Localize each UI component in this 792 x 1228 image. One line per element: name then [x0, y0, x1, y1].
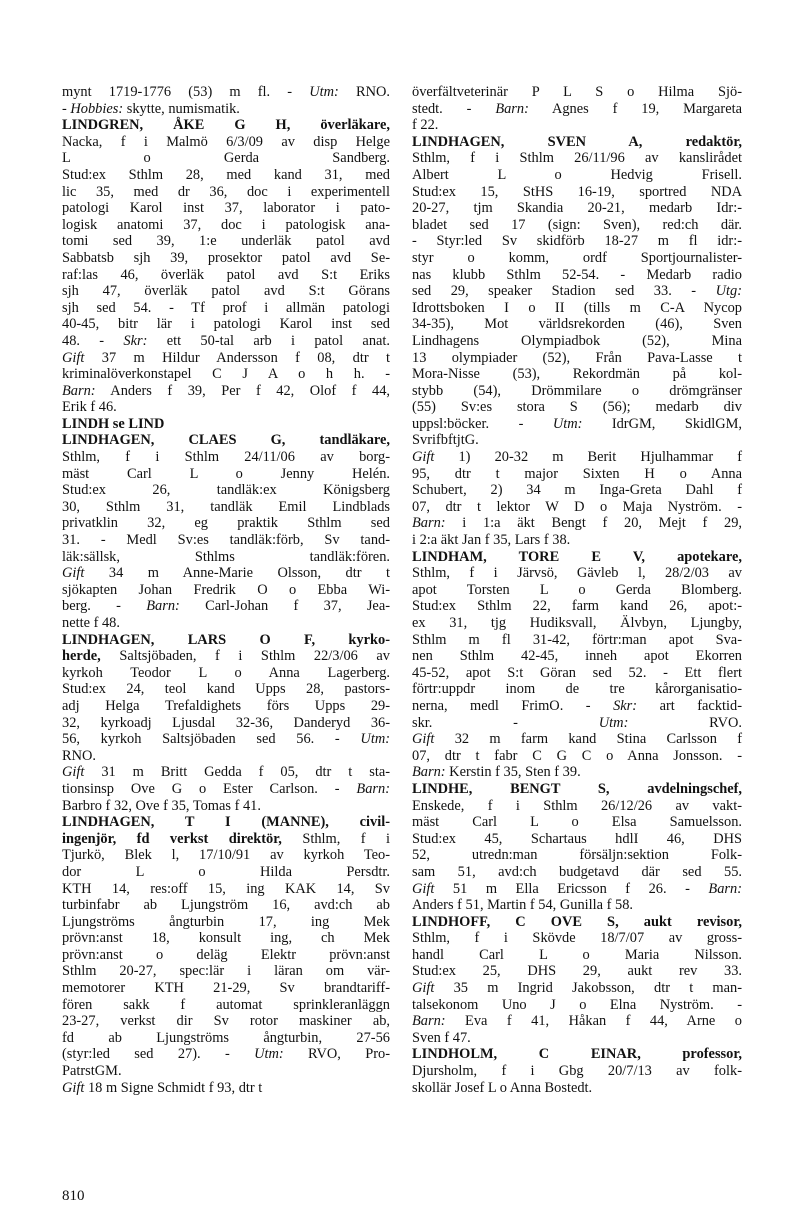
text-segment: Sthlm, f i Sthlm 26/11/96 av kanslirådet [412, 150, 742, 167]
text-line [62, 432, 390, 449]
field-label: Gift [412, 980, 435, 997]
text-line [62, 947, 390, 964]
text-segment: ett 50-tal arb i patol anat. [147, 332, 390, 349]
text-segment: tionsinsp Ove G o Ester Carlson. - [62, 780, 357, 797]
text-line [412, 632, 742, 649]
text-line [412, 798, 742, 815]
text-line [412, 980, 742, 997]
text-segment: Tjurkö, Blek l, 17/10/91 av kyrkoh Teo- [62, 847, 390, 864]
text-line [62, 134, 390, 151]
text-line [412, 648, 742, 665]
text-segment: 51 m Ella Ericsson f 26. - [434, 880, 709, 897]
text-segment: förtr:uppdr inom de tre kårorganisatio- [412, 681, 742, 698]
text-line [62, 748, 390, 765]
text-segment: i 1:a äkt Bengt f 20, Mejt f 29, [445, 515, 742, 532]
text-line [62, 681, 390, 698]
text-line [62, 184, 390, 201]
text-line [412, 814, 742, 831]
text-segment: Anders f 51, Martin f 54, Gunilla f 58. [412, 897, 634, 914]
headword: herde, [62, 648, 101, 665]
text-segment: kyrkoh Teodor L o Anna Lagerberg. [62, 664, 390, 681]
text-segment: 52, utredn:man försäljn:sektion Folk- [412, 847, 742, 864]
text-segment: dor L o Hilda Persdtr. [62, 863, 390, 880]
text-line [62, 283, 390, 300]
page-number: 810 [62, 1188, 85, 1204]
text-line [412, 881, 742, 898]
text-line [62, 1080, 390, 1097]
field-label: Gift [62, 764, 85, 781]
text-segment: 30, Sthlm 31, tandläk Emil Lindblads [62, 498, 390, 515]
text-line [62, 416, 390, 433]
text-segment: nas klubb Sthlm 52-54. - Medarb radio [412, 266, 742, 283]
text-segment: mynt 1719-1776 (53) m fl. - [62, 84, 310, 100]
text-line [62, 499, 390, 516]
text-segment: i 2:a äkt Jan f 35, Lars f 38. [412, 532, 571, 549]
text-line [412, 134, 742, 151]
text-segment: patologi Karol inst 37, laborator i pato- [62, 200, 390, 217]
text-line [412, 217, 742, 234]
text-line [62, 698, 390, 715]
text-line [62, 997, 390, 1014]
text-line [62, 300, 390, 317]
text-segment: L o Gerda Sandberg. [62, 150, 390, 167]
text-line [412, 283, 742, 300]
text-segment: Idrottsboken I o II (tills m C-A Nycop [412, 299, 742, 316]
text-line [412, 549, 742, 566]
text-line [62, 549, 390, 566]
text-segment: 18 m Signe Schmidt f 93, dtr t [84, 1079, 263, 1096]
field-label: Gift [412, 731, 435, 748]
text-line [62, 764, 390, 781]
text-line [412, 150, 742, 167]
text-segment: 48. - [62, 332, 124, 349]
text-segment: RVO. [628, 714, 742, 731]
text-segment: Carl-Johan f 37, Jea- [179, 598, 390, 615]
text-line [62, 1046, 390, 1063]
headword: LINDHAGEN, T I (MANNE), civil- [62, 814, 390, 831]
text-segment: 95, dtr t major Sixten H o Anna [412, 465, 742, 482]
text-line [412, 233, 742, 250]
headword: LINDHOFF, C OVE S, aukt revisor, [412, 913, 742, 930]
text-segment: Agnes f 19, Margareta [528, 100, 742, 117]
text-line [412, 466, 742, 483]
text-segment: IdrGM, SkidlGM, [582, 415, 742, 432]
text-segment: prövn:anst o deläg Elektr prövn:anst [62, 946, 390, 963]
text-line [62, 333, 390, 350]
text-segment: Sthlm, f i [281, 830, 390, 847]
text-segment: logisk anatomi 37, doc i patologisk ana- [62, 216, 390, 233]
text-line [62, 798, 390, 815]
text-segment: KTH 14, res:off 15, ing KAK 14, Sv [62, 880, 390, 897]
field-label: Gift [62, 1079, 85, 1096]
text-line [412, 598, 742, 615]
text-line [62, 615, 390, 632]
column-right [412, 84, 742, 1096]
text-segment: 35 m Ingrid Jakobsson, dtr t man- [434, 980, 742, 997]
field-label: Utm: [598, 714, 629, 731]
text-segment: skollär Josef L o Anna Bostedt. [412, 1079, 593, 1096]
text-line [62, 715, 390, 732]
biography-entry [412, 134, 742, 549]
text-segment: Ljungströms ångturbin 17, ing Mek [62, 913, 390, 930]
text-segment: Stud:ex 15, StHS 16-19, sportred NDA [412, 183, 742, 200]
text-segment: Schubert, 2) 34 m Inga-Greta Dahl f [412, 482, 742, 499]
text-segment: mäst Carl L o Elsa Samuelsson. [412, 814, 742, 831]
biography-entry [62, 84, 390, 117]
text-line [62, 101, 390, 118]
text-line [412, 665, 742, 682]
text-line [62, 449, 390, 466]
text-line [62, 200, 390, 217]
field-label: Barn: [412, 515, 446, 532]
text-segment: Sthlm, f i Järvsö, Gävleb l, 28/2/03 av [412, 565, 742, 582]
field-label: Skr: [613, 697, 638, 714]
text-segment: 20-27, tjm Skandia 20-21, medarb Idr:- [412, 200, 742, 217]
text-segment: apot Torsten L o Gerda Blomberg. [412, 581, 742, 598]
text-line [412, 366, 742, 383]
text-line [62, 167, 390, 184]
text-line [412, 482, 742, 499]
text-line [62, 366, 390, 383]
text-segment: privatklin 32, eg praktik Sthlm sed [62, 515, 390, 532]
text-line [62, 1030, 390, 1047]
text-segment: Sthlm 20-27, spec:lär i läran om vär- [62, 963, 390, 980]
text-line [62, 632, 390, 649]
text-segment: skr. - [412, 714, 599, 731]
text-segment: berg. - [62, 598, 147, 615]
text-line [412, 84, 742, 101]
text-line [412, 167, 742, 184]
text-segment: ex 31, tjg Hudiksvall, Älvbyn, Ljungby, [412, 615, 742, 631]
text-segment: nette f 48. [62, 615, 120, 631]
text-segment: Kerstin f 35, Sten f 39. [445, 764, 581, 781]
field-label: Barn: [62, 382, 96, 399]
text-line [412, 117, 742, 134]
field-label: Utm: [552, 415, 583, 432]
field-label: Gift [62, 565, 85, 582]
text-line [62, 565, 390, 582]
biography-entry [412, 84, 742, 134]
text-line [412, 1046, 742, 1063]
text-line [412, 1013, 742, 1030]
text-segment: f 22. [412, 117, 439, 134]
text-segment: Lindhagens Olympiadbok (52), Mina [412, 332, 742, 349]
text-segment: 32, kyrkoadj Ljusdal 32-36, Danderyd 36- [62, 714, 390, 731]
text-line [62, 515, 390, 532]
biography-entry [62, 416, 390, 433]
text-segment: Albert L o Hedvig Frisell. [412, 166, 742, 183]
text-line [62, 781, 390, 798]
text-segment: 31 m Britt Gedda f 05, dtr t sta- [84, 764, 390, 781]
text-line [412, 681, 742, 698]
text-line [62, 864, 390, 881]
field-label: Skr: [123, 332, 148, 349]
text-line [412, 333, 742, 350]
text-segment: Nacka, f i Malmö 6/3/09 av disp Helge [62, 133, 390, 150]
text-line [412, 897, 742, 914]
text-segment: Sthlm, f i Sthlm 24/11/06 av borg- [62, 449, 390, 466]
text-segment: Stud:ex Sthlm 28, med kand 31, med [62, 166, 390, 183]
text-line [62, 1063, 390, 1080]
text-segment: Eva f 41, Håkan f 44, Arne o [445, 1013, 742, 1030]
biography-entry [412, 1046, 742, 1096]
text-line [412, 300, 742, 317]
text-line [62, 233, 390, 250]
text-line [412, 1063, 742, 1080]
text-line [412, 184, 742, 201]
text-line [412, 532, 742, 549]
text-line [412, 416, 742, 433]
text-segment: sed 29, speaker Stadion sed 33. - [412, 283, 716, 300]
field-label: Gift [412, 449, 435, 466]
text-segment: Stud:ex Sthlm 22, farm kand 26, apot:- [412, 598, 742, 615]
text-segment: RVO, Pro- [283, 1046, 390, 1063]
text-line [62, 267, 390, 284]
biography-entry [62, 814, 390, 1096]
text-line [62, 117, 390, 134]
text-segment: Djursholm, f i Gbg 20/7/13 av folk- [412, 1063, 742, 1080]
text-segment: läk:sällsk, Sthlms tandläk:fören. [62, 548, 390, 565]
text-segment: sjh 47, överläk patol avd S:t Görans [62, 283, 390, 300]
text-segment: adj Helga Trefaldighets förs Upps 29- [62, 697, 390, 714]
text-line [412, 316, 742, 333]
text-line [62, 466, 390, 483]
text-line [412, 947, 742, 964]
text-segment: 34 m Anne-Marie Olsson, dtr t [84, 565, 390, 582]
text-segment: turbinfabr ab Ljungström 16, avd:ch ab [62, 897, 390, 914]
text-segment: Saltsjöbaden, f i Sthlm 22/3/06 av [100, 648, 390, 665]
text-line [62, 482, 390, 499]
text-segment: Mora-Nisse (53), Rekordmän på kol- [412, 366, 742, 383]
text-line [412, 930, 742, 947]
text-segment: Stud:ex 24, teol kand Upps 28, pastors- [62, 681, 390, 698]
text-line [412, 499, 742, 516]
text-segment: 23-27, verkst dir Sv rotor maskiner ab, [62, 1013, 390, 1030]
text-segment: - [62, 100, 71, 117]
text-segment: - Styr:led Sv skidförb 18-27 m fl idr:- [412, 233, 742, 250]
text-line [62, 963, 390, 980]
text-line [412, 698, 742, 715]
text-segment: prövn:anst 18, konsult ing, ch Mek [62, 930, 390, 947]
text-segment: Sthlm m fl 31-42, förtr:man apot Sva- [412, 631, 742, 648]
text-line [412, 847, 742, 864]
text-line [62, 914, 390, 931]
headword: LINDH se LIND [62, 415, 165, 432]
text-segment: fd ab Ljungströms ångturbin, 27-56 [62, 1029, 390, 1046]
text-segment: sjh sed 54. - Tf prof i allmän patologi [62, 299, 390, 316]
text-segment: kriminalöverkonstapel C J A o h h. - [62, 366, 390, 383]
column-left [62, 84, 390, 1096]
text-segment: Anders f 39, Per f 42, Olof f 44, [95, 382, 390, 399]
text-segment: Enskede, f i Sthlm 26/12/26 av vakt- [412, 797, 742, 814]
text-line [62, 930, 390, 947]
text-segment: 37 m Hildur Andersson f 08, dtr t [84, 349, 390, 366]
biography-entry [62, 117, 390, 416]
text-line [412, 715, 742, 732]
text-segment: Stud:ex 26, tandläk:ex Königsberg [62, 482, 390, 499]
text-segment: RNO. [338, 84, 390, 100]
text-line [412, 200, 742, 217]
text-segment: Stud:ex 25, DHS 29, aukt rev 33. [412, 963, 742, 980]
text-segment: mäst Carl L o Jenny Helén. [62, 465, 390, 482]
text-segment: sjökapten Johan Fredrik O o Ebba Wi- [62, 581, 390, 598]
text-line [62, 1013, 390, 1030]
field-label: Barn: [146, 598, 180, 615]
text-segment: Erik f 46. [62, 399, 117, 416]
text-line [412, 250, 742, 267]
text-segment: fören sakk f automat sprinkleranläggn [62, 996, 390, 1013]
field-label: Hobbies: [70, 100, 124, 117]
text-segment: talsekonom Uno J o Elna Nyström. - [412, 996, 742, 1013]
text-segment: art facktid- [637, 697, 742, 714]
text-line [62, 897, 390, 914]
text-line [412, 615, 742, 632]
text-line [412, 997, 742, 1014]
text-line [412, 449, 742, 466]
text-segment: Barbro f 32, Ove f 35, Tomas f 41. [62, 797, 261, 814]
text-segment: 40-45, bitr lär i patologi Karol inst sed [62, 316, 390, 333]
text-line [62, 598, 390, 615]
text-segment: Sven f 47. [412, 1029, 471, 1046]
field-label: Utm: [360, 731, 390, 748]
text-line [412, 963, 742, 980]
text-line [412, 350, 742, 367]
text-line [62, 831, 390, 848]
text-segment: 45-52, apot S:t Göran sed 52. - Ett flert [412, 664, 742, 681]
text-line [412, 515, 742, 532]
text-line [62, 250, 390, 267]
text-line [412, 864, 742, 881]
text-segment: raf:las 46, överläk patol avd S:t Eriks [62, 266, 390, 283]
text-line [62, 881, 390, 898]
text-segment: skytte, numismatik. [123, 100, 240, 117]
text-line [412, 914, 742, 931]
text-segment: Sabbatsb sjh 39, prosektor patol avd Se- [62, 249, 390, 266]
text-line [412, 565, 742, 582]
text-segment: memotorer KTH 21-29, Sv brandtariff- [62, 980, 390, 997]
text-line [62, 731, 390, 748]
text-line [412, 432, 742, 449]
text-line [62, 582, 390, 599]
text-line [412, 1030, 742, 1047]
text-line [412, 764, 742, 781]
text-line [62, 847, 390, 864]
text-segment: bladet sed 17 (sign: Sven), red:ch där. [412, 216, 742, 233]
text-segment: tomi sed 39, 1:e underläk patol avd [62, 233, 390, 250]
field-label: Utm: [309, 84, 339, 100]
text-segment: 13 olympiader (52), Från Pava-Lasse t [412, 349, 742, 366]
text-line [412, 383, 742, 400]
text-line [62, 665, 390, 682]
text-segment: handl Carl L o Maria Nilsson. [412, 946, 742, 963]
text-line [412, 101, 742, 118]
text-line [62, 217, 390, 234]
text-line [62, 814, 390, 831]
text-segment: (55) Sv:es stora S (56); medarb div [412, 399, 742, 416]
text-segment: Sthlm, f i Skövde 18/7/07 av gross- [412, 930, 742, 947]
biography-entry [412, 914, 742, 1047]
text-segment: (styr:led sed 27). - [62, 1046, 255, 1063]
text-segment: 34-35), Mot världsrekorden (46), Sven [412, 316, 742, 333]
text-segment: styr o komm, ordf Sportjournalister- [412, 249, 742, 266]
headword: ingenjör, fd verkst direktör, [62, 830, 282, 847]
biography-entry [62, 632, 390, 815]
field-label: Gift [412, 880, 435, 897]
headword: LINDHAGEN, SVEN A, redaktör, [412, 133, 742, 150]
text-line [62, 648, 390, 665]
biography-entry [412, 549, 742, 781]
text-segment: Stud:ex 45, Schartaus hdlI 46, DHS [412, 830, 742, 847]
text-segment: stybb (54), Drömmilare o drömgränser [412, 382, 742, 399]
text-line [412, 748, 742, 765]
text-segment: sam 51, avd:ch budgetavd där sed 55. [412, 863, 742, 880]
text-segment: stedt. - [412, 100, 496, 117]
text-line [412, 781, 742, 798]
text-line [412, 267, 742, 284]
text-segment: RNO. [62, 747, 96, 764]
field-label: Barn: [412, 1013, 446, 1030]
headword: LINDHOLM, C EINAR, professor, [412, 1046, 742, 1063]
text-segment: nerna, medl FrimO. - [412, 697, 614, 714]
text-line [62, 150, 390, 167]
text-line [62, 399, 390, 416]
text-segment: lic 35, med dr 36, doc i experimentell [62, 183, 390, 200]
biography-entry [412, 781, 742, 914]
field-label: Utg: [715, 283, 742, 300]
text-line [62, 532, 390, 549]
text-line [62, 383, 390, 400]
text-line [62, 980, 390, 997]
headword: LINDHAGEN, CLAES G, tandläkare, [62, 432, 390, 449]
headword: LINDHE, BENGT S, avdelningschef, [412, 780, 742, 797]
field-label: Barn: [495, 100, 529, 117]
text-line [412, 831, 742, 848]
field-label: Barn: [412, 764, 446, 781]
text-segment: 56, kyrkoh Saltsjöbaden sed 56. - [62, 731, 361, 748]
text-line [412, 731, 742, 748]
field-label: Barn: [356, 780, 390, 797]
text-segment: 07, dtr t fabr C G C o Anna Jonsson. - [412, 747, 742, 764]
field-label: Barn: [708, 880, 742, 897]
text-line [412, 1080, 742, 1097]
field-label: Utm: [254, 1046, 284, 1063]
text-segment: 32 m farm kand Stina Carlsson f [434, 731, 742, 748]
text-line [412, 399, 742, 416]
text-line [62, 84, 390, 101]
text-segment: PatrstGM. [62, 1063, 122, 1080]
text-line [62, 316, 390, 333]
headword: LINDGREN, ÅKE G H, överläkare, [62, 117, 390, 134]
headword: LINDHAGEN, LARS O F, kyrko- [62, 631, 390, 648]
text-segment: SvrifbftjtG. [412, 432, 479, 449]
text-segment: 1) 20-32 m Berit Hjulhammar f [434, 449, 742, 466]
text-segment: överfältveterinär P L S o Hilma Sjö- [412, 84, 742, 100]
text-segment: uppsl:böcker. - [412, 415, 553, 432]
text-segment: nen Sthlm 42-45, inneh apot Ekorren [412, 648, 742, 665]
biography-entry [62, 432, 390, 631]
text-line [62, 350, 390, 367]
headword: LINDHAM, TORE E V, apotekare, [412, 548, 742, 565]
field-label: Gift [62, 349, 85, 366]
text-segment: 31. - Medl Sv:es tandläk:förb, Sv tand- [62, 532, 390, 549]
text-segment: 07, dtr t lektor W D o Maja Nyström. - [412, 498, 742, 515]
text-line [412, 582, 742, 599]
